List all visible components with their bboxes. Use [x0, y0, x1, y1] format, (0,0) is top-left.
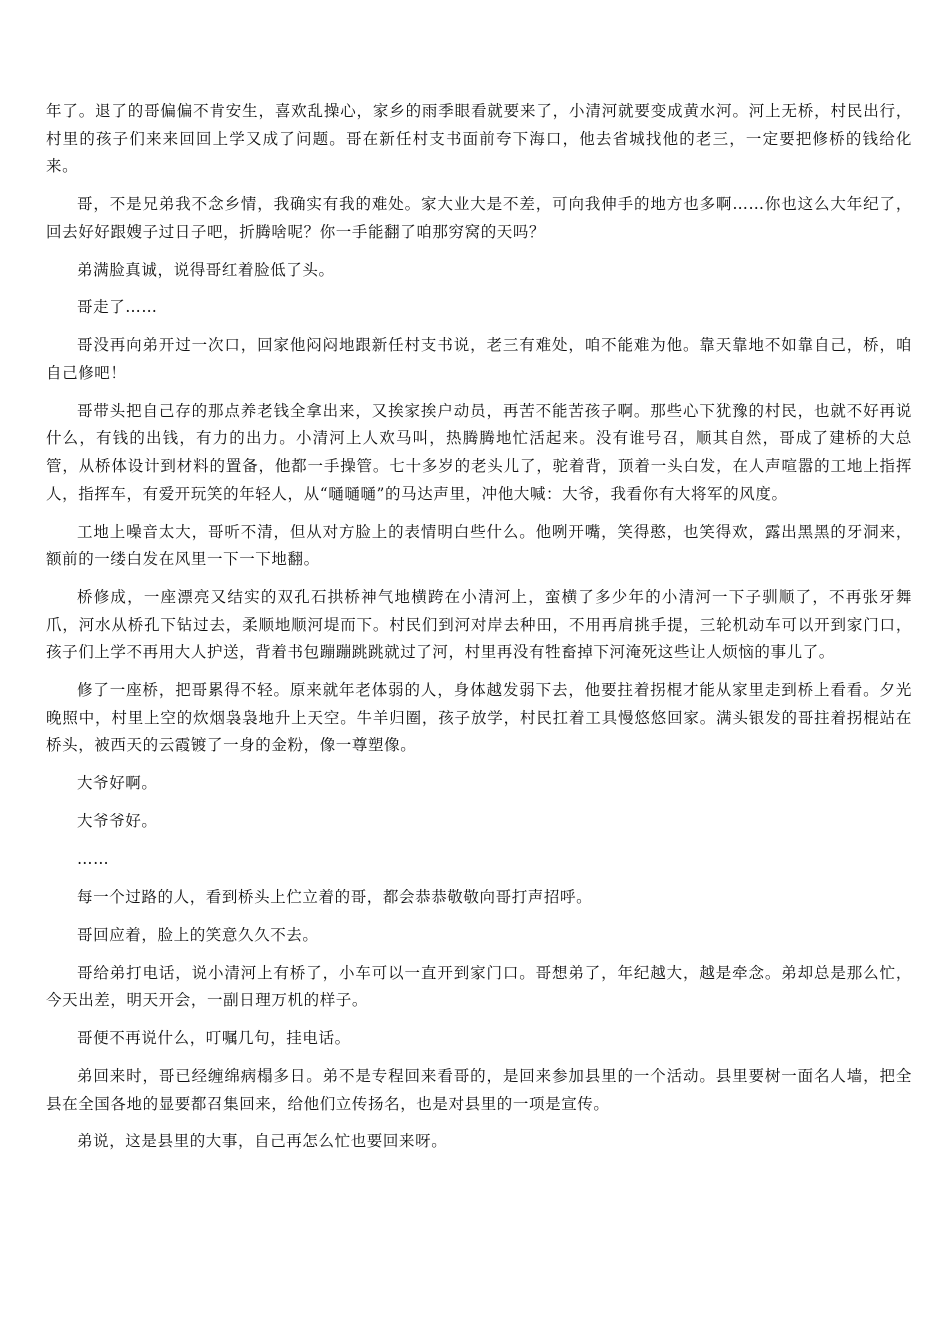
paragraph: 工地上噪音太大，哥听不清，但从对方脸上的表情明白些什么。他咧开嘴，笑得憨，也笑得欢，露出黑黑的牙洞来，额前的一缕白发在风里一下一下地翻。 — [46, 522, 912, 569]
paragraph: 哥给弟打电话，说小清河上有桥了，小车可以一直开到家门口。哥想弟了，年纪越大，越是牵念。弟却总是那么忙，今天出差，明天开会，一副日理万机的样子。 — [46, 963, 912, 1010]
paragraph: 哥回应着，脸上的笑意久久不去。 — [77, 925, 319, 944]
paragraph: 年了。退了的哥偏偏不肯安生，喜欢乱操心，家乡的雨季眼看就要来了，小清河就要变成黄水河。河上无桥，村民出行，村里的孩子们来来回回上学又成了问题。哥在新任村支书面前夸下海口，他去省城找他的老三，一定要把修桥的钱给化来。 — [46, 102, 912, 176]
paragraph: 弟回来时，哥已经缠绵病榻多日。弟不是专程回来看哥的，是回来参加县里的一个活动。县里要树一面名人墙，把全县在全国各地的显要都召集回来，给他们立传扬名，也是对县里的一项是宣传。 — [46, 1066, 912, 1113]
paragraph: …… — [77, 849, 110, 868]
paragraph: 哥没再向弟开过一次口，回家他闷闷地跟新任村支书说，老三有难处，咱不能难为他。靠天靠地不如靠自己，桥，咱自己修吧！ — [46, 336, 912, 382]
paragraph: 大爷爷好。 — [77, 812, 158, 831]
document-body — [46, 98, 912, 1166]
paragraph: 弟满脸真诚，说得哥红着脸低了头。 — [77, 260, 335, 279]
paragraph: 哥带头把自己存的那点养老钱全拿出来，又挨家挨户动员，再苦不能苦孩子啊。那些心下犹豫的村民，也就不好再说什么，有钱的出钱，有力的出力。小清河上人欢马叫，热腾腾地忙活起来。没有谁号召，顺其自然，哥成了建桥的大总管，从桥体设计到材料的置备，他都一手操管。七十多岁的老头儿了，驼着背，顶着一头白发，在人声喧嚣的工地上指挥人，指挥车，有爱开玩笑的年轻人，从“嗵嗵嗵”的马达声里，冲他大喊：大爷，我看你有大将军的风度。 — [46, 401, 912, 503]
paragraph: 桥修成，一座漂亮又结实的双孔石拱桥神气地横跨在小清河上，蛮横了多少年的小清河一下子驯顺了，不再张牙舞爪，河水从桥孔下钻过去，柔顺地顺河堤而下。村民们到河对岸去种田，不用再肩挑手提，三轮机动车可以开到家门口，孩子们上学不再用大人护送，背着书包蹦蹦跳跳就过了河，村里再没有牲畜掉下河淹死这些让人烦恼的事儿了。 — [46, 587, 912, 662]
paragraph: 弟说，这是县里的大事，自己再怎么忙也要回来呀。 — [77, 1132, 448, 1151]
paragraph: 哥便不再说什么，叮嘱几句，挂电话。 — [77, 1029, 351, 1048]
paragraph: 修了一座桥，把哥累得不轻。原来就年老体弱的人，身体越发弱下去，他要拄着拐棍才能从家里走到桥上看看。夕光晚照中，村里上空的炊烟袅袅地升上天空。牛羊归圈，孩子放学，村民扛着工具慢悠悠回家。满头银发的哥拄着拐棍站在桥头，被西天的云霞镀了一身的金粉，像一尊塑像。 — [46, 681, 912, 755]
paragraph: 大爷好啊。 — [77, 774, 158, 793]
paragraph: 每一个过路的人，看到桥头上伫立着的哥，都会恭恭敬敬向哥打声招呼。 — [77, 887, 593, 906]
paragraph: 哥，不是兄弟我不念乡情，我确实有我的难处。家大业大是不差，可向我伸手的地方也多啊……你也这么大年纪了，回去好好跟嫂子过日子吧，折腾啥呢？你一手能翻了咱那穷窝的天吗？ — [46, 195, 912, 241]
paragraph: 哥走了…… — [77, 298, 158, 317]
